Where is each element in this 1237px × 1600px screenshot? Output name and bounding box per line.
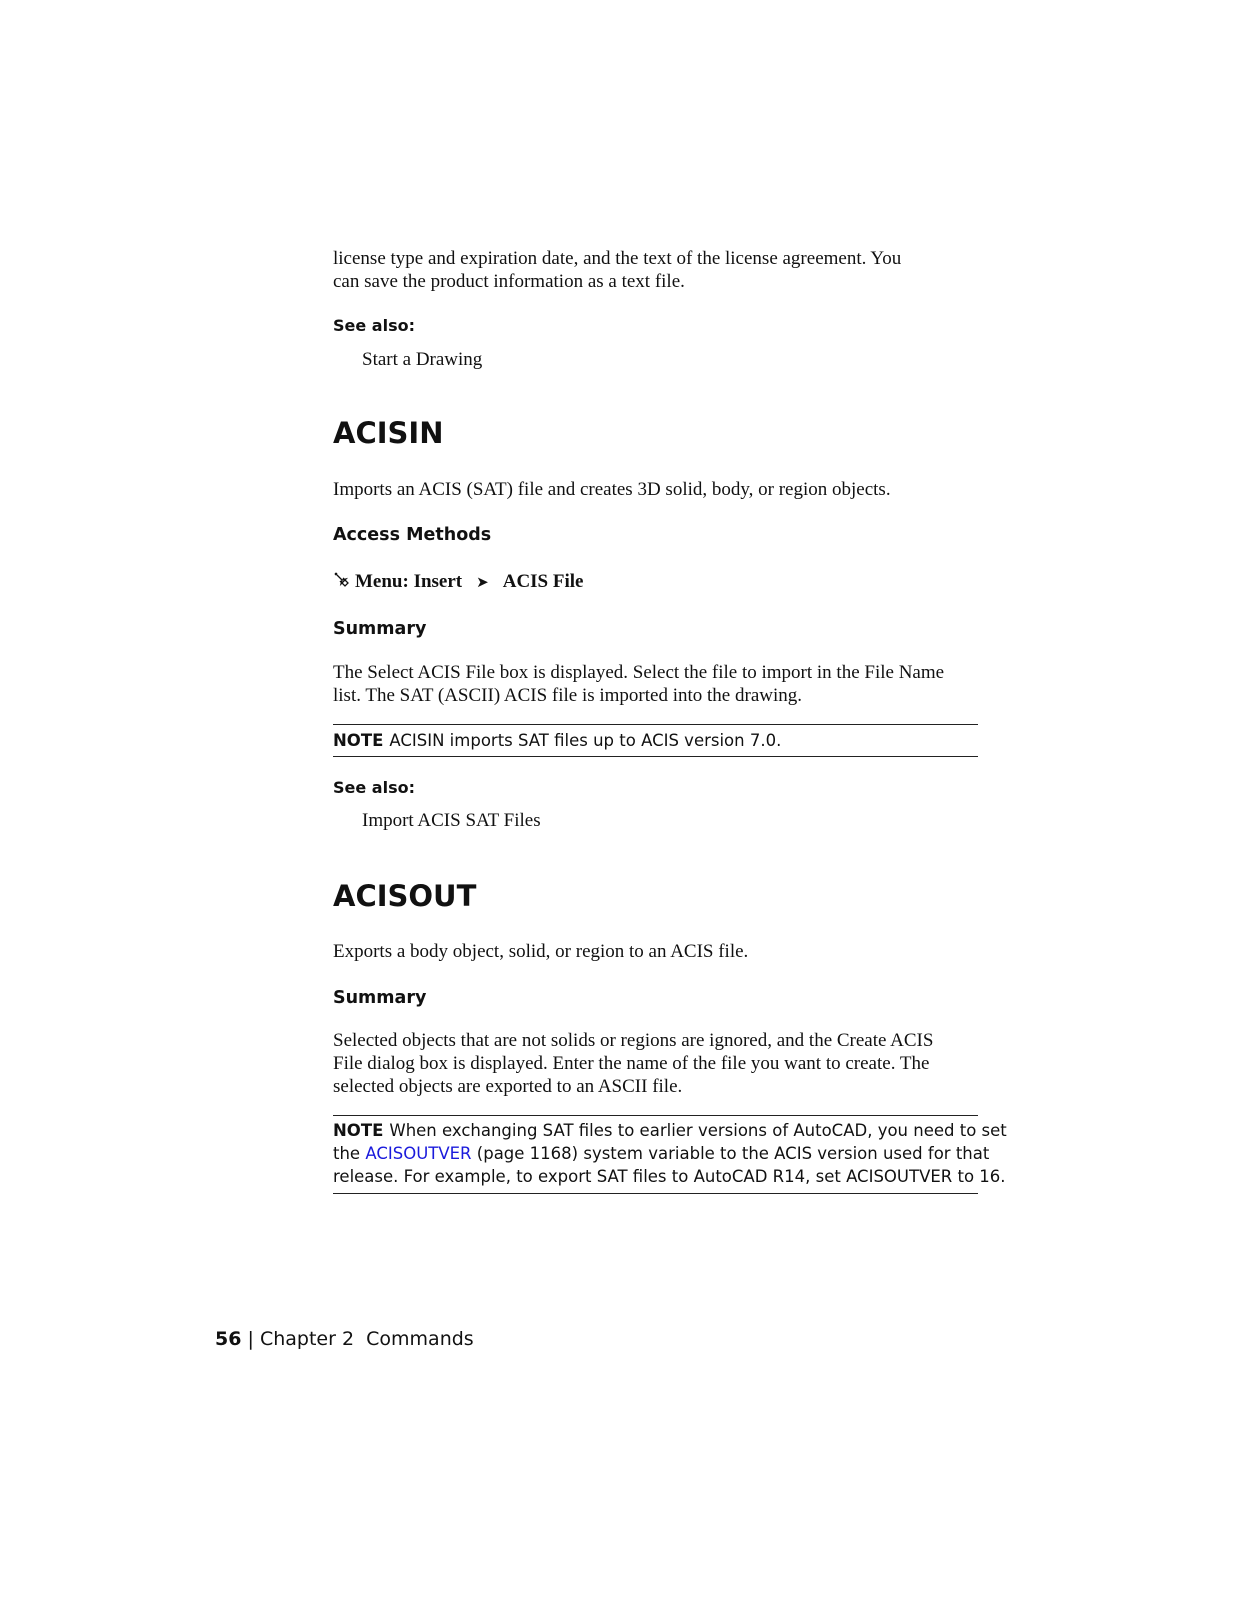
menu-insert-label: Menu: Insert — [355, 571, 463, 592]
see-also-link-import-acis[interactable]: Import ACIS SAT Files — [362, 810, 541, 831]
acisin-summary-heading: Summary — [333, 619, 427, 639]
acisoutver-link[interactable]: ACISOUTVER — [365, 1144, 472, 1163]
intro-paragraph — [333, 247, 983, 293]
acisout-note — [333, 1115, 1007, 1194]
intro-line-1: license type and expiration date, and the text of the license agreement. You — [333, 248, 902, 269]
acisout-summary-heading: Summary — [333, 988, 427, 1008]
menu-acis-file-label: ACIS File — [502, 571, 584, 592]
page-footer — [215, 1327, 474, 1351]
access-methods-heading: Access Methods — [333, 525, 492, 545]
acisout-heading: ACISOUT — [333, 879, 477, 913]
note-label: NOTE — [333, 1121, 384, 1140]
acisout-summary-line-1: Selected objects that are not solids or regions are ignored, and the Create ACIS — [333, 1030, 934, 1051]
acisout-summary-line-3: selected objects are exported to an ASCII file. — [333, 1076, 683, 1097]
footer-title: Commands — [366, 1328, 474, 1350]
acisout-note-line-3: release. For example, to export SAT files to AutoCAD R14, set ACISOUTVER to 16. — [333, 1167, 1006, 1186]
page-number: 56 — [215, 1328, 242, 1350]
acisin-summary-line-2: list. The SAT (ASCII) ACIS file is imported into the drawing. — [333, 685, 802, 706]
note-label: NOTE — [333, 731, 384, 750]
footer-separator: | — [247, 1328, 254, 1350]
acisout-note-line-2 — [333, 1142, 990, 1165]
menu-arrow-icon: ➤ — [476, 573, 489, 591]
acisin-summary-line-1: The Select ACIS File box is displayed. Select the file to import in the File Name — [333, 662, 945, 683]
acisout-note-line-1 — [333, 1119, 1007, 1142]
footer-chapter: Chapter 2 — [259, 1328, 355, 1350]
note-text-the: the — [333, 1144, 361, 1163]
acisin-heading: ACISIN — [333, 416, 444, 450]
acisout-description: Exports a body object, solid, or region to an ACIS file. — [333, 941, 749, 962]
note-text-line-2: (page 1168) system variable to the ACIS version used for that — [476, 1144, 990, 1163]
acisout-summary-paragraph — [333, 1029, 983, 1098]
note-text-line-1: When exchanging SAT files to earlier versions of AutoCAD, you need to set — [389, 1121, 1007, 1140]
menu-access-line — [333, 570, 583, 594]
see-also-label: See also: — [333, 316, 415, 335]
acisin-note — [333, 724, 978, 757]
acisin-description: Imports an ACIS (SAT) file and creates 3D solid, body, or region objects. — [333, 479, 891, 500]
acisin-summary-paragraph — [333, 661, 983, 707]
menu-icon — [333, 571, 351, 589]
see-also-link-start-drawing[interactable]: Start a Drawing — [362, 349, 483, 370]
note-text: ACISIN imports SAT files up to ACIS version 7.0. — [389, 731, 782, 750]
acisout-summary-line-2: File dialog box is displayed. Enter the name of the file you want to create. The — [333, 1053, 930, 1074]
intro-line-2: can save the product information as a text file. — [333, 271, 685, 292]
acisin-see-also-label: See also: — [333, 778, 415, 797]
